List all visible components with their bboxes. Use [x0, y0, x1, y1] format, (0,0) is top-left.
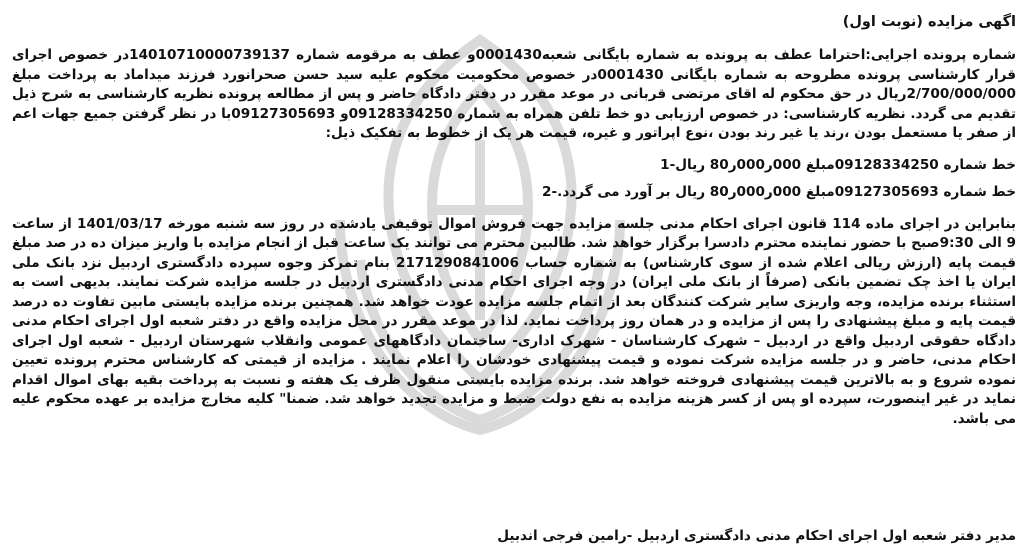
signature-line: مدیر دفتر شعبه اول اجرای احکام مدنی دادگستری اردبیل -رامین فرجی اندبیل — [497, 528, 1016, 544]
auction-terms-paragraph: بنابراین در اجرای ماده 114 قانون اجرای احکام مدنی جلسه مزایده جهت فروش اموال توقیفی یادشده در روز سه شنبه مورخه 1401/03/17 از ساعت 9 الی 9:30صبح با حضور نماینده محترم دادسرا برگزار خواهد شد. طالبین محترم می توانند یک ساعت قبل از انجام مزایده با واریز میزان ده در صد مبلغ قیمت پایه (ارزش ریالی اعلام شده از سوی کارشناس) به شماره حساب 2171290841006 بنام تمرکز وجوه سپرده دادگستری اردبیل نزد بانک ملی ایران یا اخذ چک تضمین بانکی (صرفاً از بانک ملی ایران) در وجه اجرای احکام مدنی دادگستری اردبیل در جلسه مزایده شرکت نمایند. بدیهی است به استثناء برنده مزایده، وجه واریزی سایر شرکت کنندگان بعد از اتمام جلسه مزایده عودت خواهد شد. همچنین برنده مزایده بایستی مابین تفاوت ده درصد قیمت پایه و مبلغ پیشنهادی را پس از مزایده و در همان روز پرداخت نماید. لذا در موعد مقرر در محل مزایده واقع در دفتر شعبه اول اجرای احکام مدنی دادگاه حقوقی اردبیل واقع در اردبیل – شهرک کارشناسان - شهرک اداری- ساختمان دادگاههای عمومی وانقلاب شهرستان اردبیل - شعبه اول اجرای احکام مدنی، حاضر و در جلسه مزایده شرکت نموده و قیمت پیشنهادی خودشان را اعلام نمایند . مزایده از قیمتی که کارشناس محترم پرونده تعیین نموده شروع و به بالاترین قیمت پیشنهادی فروخته خواهد شد. برنده مزایده بایستی منقول ظرف یک هفته و نسبت به پرداخت بقیه بهای اموال اقدام نماید در غیر اینصورت، سپرده او پس از کسر هزینه مزایده به نفع دولت ضبط و مزایده تجدید خواهد شد. ضمنا" کلیه مخارج مزایده بر عهده محکوم علیه می باشد. — [12, 215, 1017, 427]
expert-opinion-paragraph: شماره پرونده اجرایی:احتراما عطف به پرونده به شماره بایگانی شعبه0001430و عطف به مرقومه شماره 1401071000073913​7در خصوص اجرای قرار کارشناسی پرونده مطروحه به شماره بایگانی 0001430در خصوص محکومیت محکوم علیه سید حسن صحرانورد فرزند میداماد به پرداخت مبلغ 2/700/000/000ریال در حق محکوم له اقای مرتضی قربانی در موعد مقرر در دفتر دادگاه حاضر و پس از مطالعه پرونده نظریه کارشناسی به شرح ذیل تقدیم می گردد. نظریه کارشناسی: در خصوص ارزیابی دو خط تلفن همراه به شماره 09128334250و 09127305693با در نظر گرفتن جمیع جهات اعم از صفر یا مستعمل بودن ،رند یا غیر رند بودن ،نوع اپراتور و غیره، قیمت هر یک از خطوط به تفکیک ذیل: — [12, 47, 1017, 141]
phone-line-2-valuation: خط شماره 09127305693مبلغ 000ر000ر80 ریال بر آورد می گردد.-2 — [542, 184, 1016, 200]
notice-title: اگهی مزایده (نوبت اول) — [842, 14, 1016, 30]
phone-line-1-valuation: خط شماره 09128334250مبلغ 000ر000ر80 ریال-1 — [660, 156, 1016, 173]
